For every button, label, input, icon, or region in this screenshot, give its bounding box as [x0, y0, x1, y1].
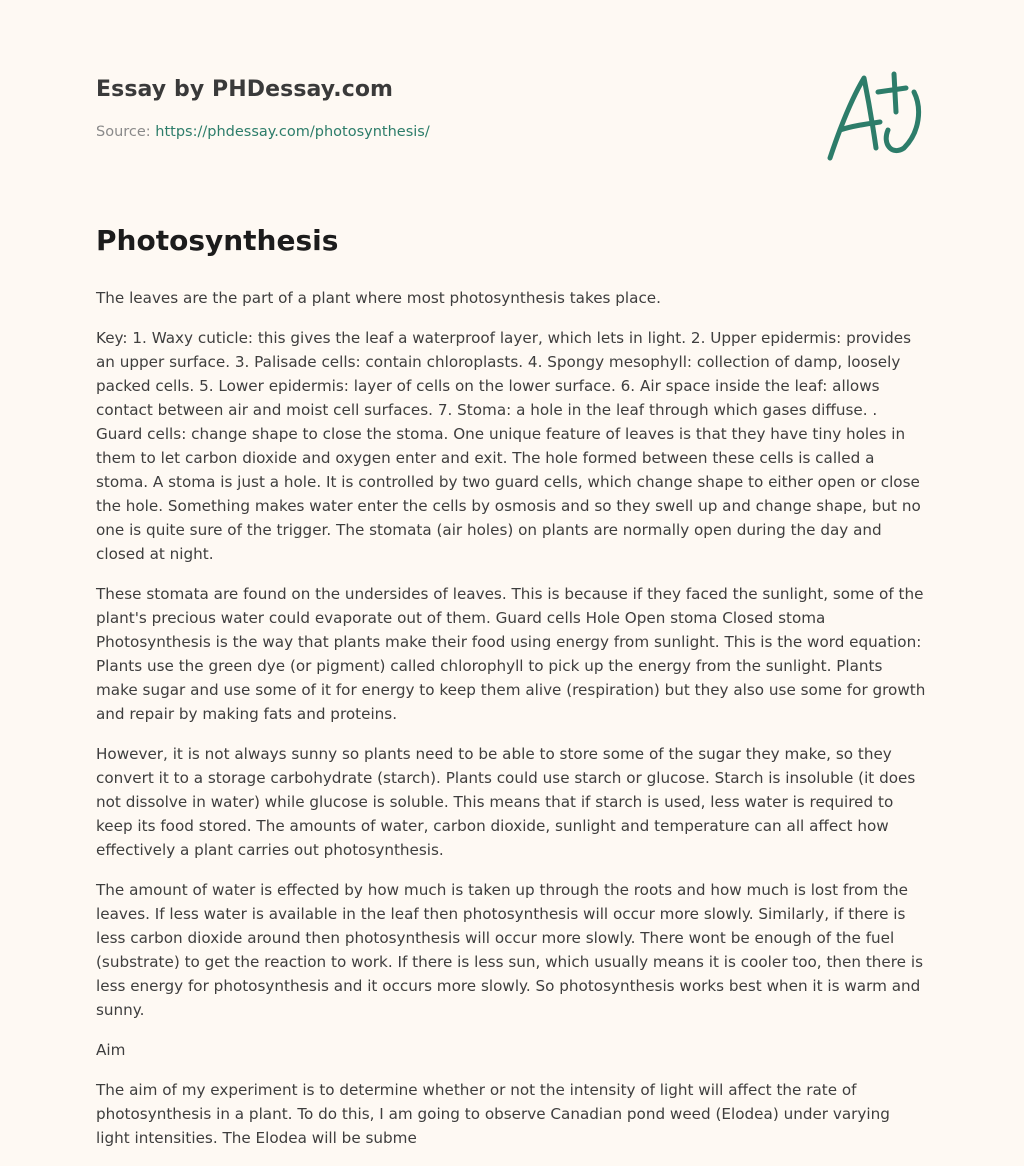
essay-body [96, 286, 926, 1166]
essay-title: Photosynthesis [96, 224, 339, 257]
essay-paragraph: Key: 1. Waxy cuticle: this gives the leaf a waterproof layer, which lets in light. 2. Upper epidermis: provides an upper surface. 3. Palisade cells: contain chloroplasts. 4. Spongy mesophyll: collection of damp, loosely packed cells. 5. Lower epidermis: layer of cells on the lower surface. 6. Air space inside the leaf: allows contact between air and moist cell surfaces. 7. Stoma: a hole in the leaf through which gases diffuse. . Guard cells: change shape to close the stoma. One unique feature of leaves is that they have tiny holes in them to let carbon dioxide and oxygen enter and exit. The hole formed between these cells is called a stoma. A stoma is just a hole. It is controlled by two guard cells, which change shape to either open or close the hole. Something makes water enter the cells by osmosis and so they swell up and change shape, but no one is quite sure of the trigger. The stomata (air holes) on plants are normally open during the day and closed at night. [96, 329, 921, 563]
site-brand: Essay by PHDessay.com [96, 77, 394, 102]
essay-paragraph: The leaves are the part of a plant where most photosynthesis takes place. [96, 289, 661, 307]
essay-paragraph: The amount of water is effected by how much is taken up through the roots and how much is lost from the leaves. If less water is available in the leaf then photosynthesis will occur more slowly. Similarly, if there is less carbon dioxide around then photosynthesis will occur more slowly. There wont be enough of the fuel (substrate) to get the reaction to work. If there is less sun, which usually means it is cooler too, then there is less energy for photosynthesis and it occurs more slowly. So photosynthesis works best when it is warm and sunny. [96, 881, 923, 1019]
essay-subheading: Aim [96, 1041, 126, 1059]
source-line [96, 124, 430, 140]
a-plus-logo-icon [826, 68, 926, 164]
source-label: Source: [96, 124, 156, 140]
essay-paragraph: These stomata are found on the undersides of leaves. This is because if they faced the sunlight, some of the plant's precious water could evaporate out of them. Guard cells Hole Open stoma Closed stoma Photosynthesis is the way that plants make their food using energy from sunlight. This is the word equation: Plants use the green dye (or pigment) called chlorophyll to pick up the energy from the sunlight. Plants make sugar and use some of it for energy to keep them alive (respiration) but they also use some for growth and repair by making fats and proteins. [96, 585, 926, 723]
essay-paragraph: However, it is not always sunny so plants need to be able to store some of the sugar they make, so they convert it to a storage carbohydrate (starch). Plants could use starch or glucose. Starch is insoluble (it does not dissolve in water) while glucose is soluble. This means that if starch is used, less water is required to keep its food stored. The amounts of water, carbon dioxide, sunlight and temperature can all affect how effectively a plant carries out photosynthesis. [96, 745, 916, 859]
source-link[interactable]: https://phdessay.com/photosynthesis/ [155, 124, 430, 140]
essay-paragraph: The aim of my experiment is to determine whether or not the intensity of light will affect the rate of photosynthesis in a plant. To do this, I am going to observe Canadian pond weed (Elodea) under varying light intensities. The Elodea will be subme [96, 1081, 890, 1147]
